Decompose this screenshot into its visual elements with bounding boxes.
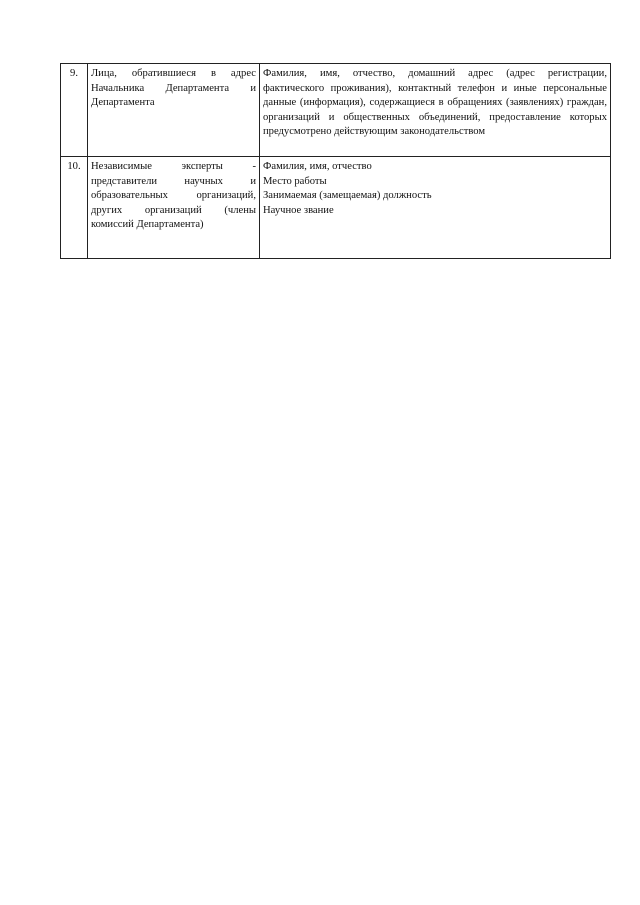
table-row xyxy=(61,157,611,259)
personal-data-list xyxy=(260,64,611,157)
personal-data-item: Фамилия, имя, отчество xyxy=(263,161,372,172)
personal-data-list xyxy=(260,157,611,259)
personal-data-item: Занимаемая (замещаемая) должность xyxy=(263,190,432,202)
row-number: 9. xyxy=(61,64,88,157)
row-number: 10. xyxy=(61,157,88,259)
subject-category-text: Независимые эксперты - представители научных и образовательных организаций, других организаций (члены комиссий Департамента) xyxy=(91,161,256,231)
personal-data-table xyxy=(60,63,611,259)
subject-category-text: Лица, обратившиеся в адрес Начальника Департамента и Департамента xyxy=(91,68,256,109)
personal-data-text: Фамилия, имя, отчество, домашний адрес (адрес регистрации, фактического проживания), контактный телефон и иные персональные данные (информация), содержащиеся в обращениях (заявлениях) граждан, организаций и общественных объединений, предоставление которых предусмотрено действующим законодательством xyxy=(263,68,607,138)
personal-data-item: Место работы xyxy=(263,175,327,187)
table-row xyxy=(61,64,611,157)
personal-data-item: Научное звание xyxy=(263,204,334,216)
subject-category xyxy=(88,157,260,259)
subject-category xyxy=(88,64,260,157)
